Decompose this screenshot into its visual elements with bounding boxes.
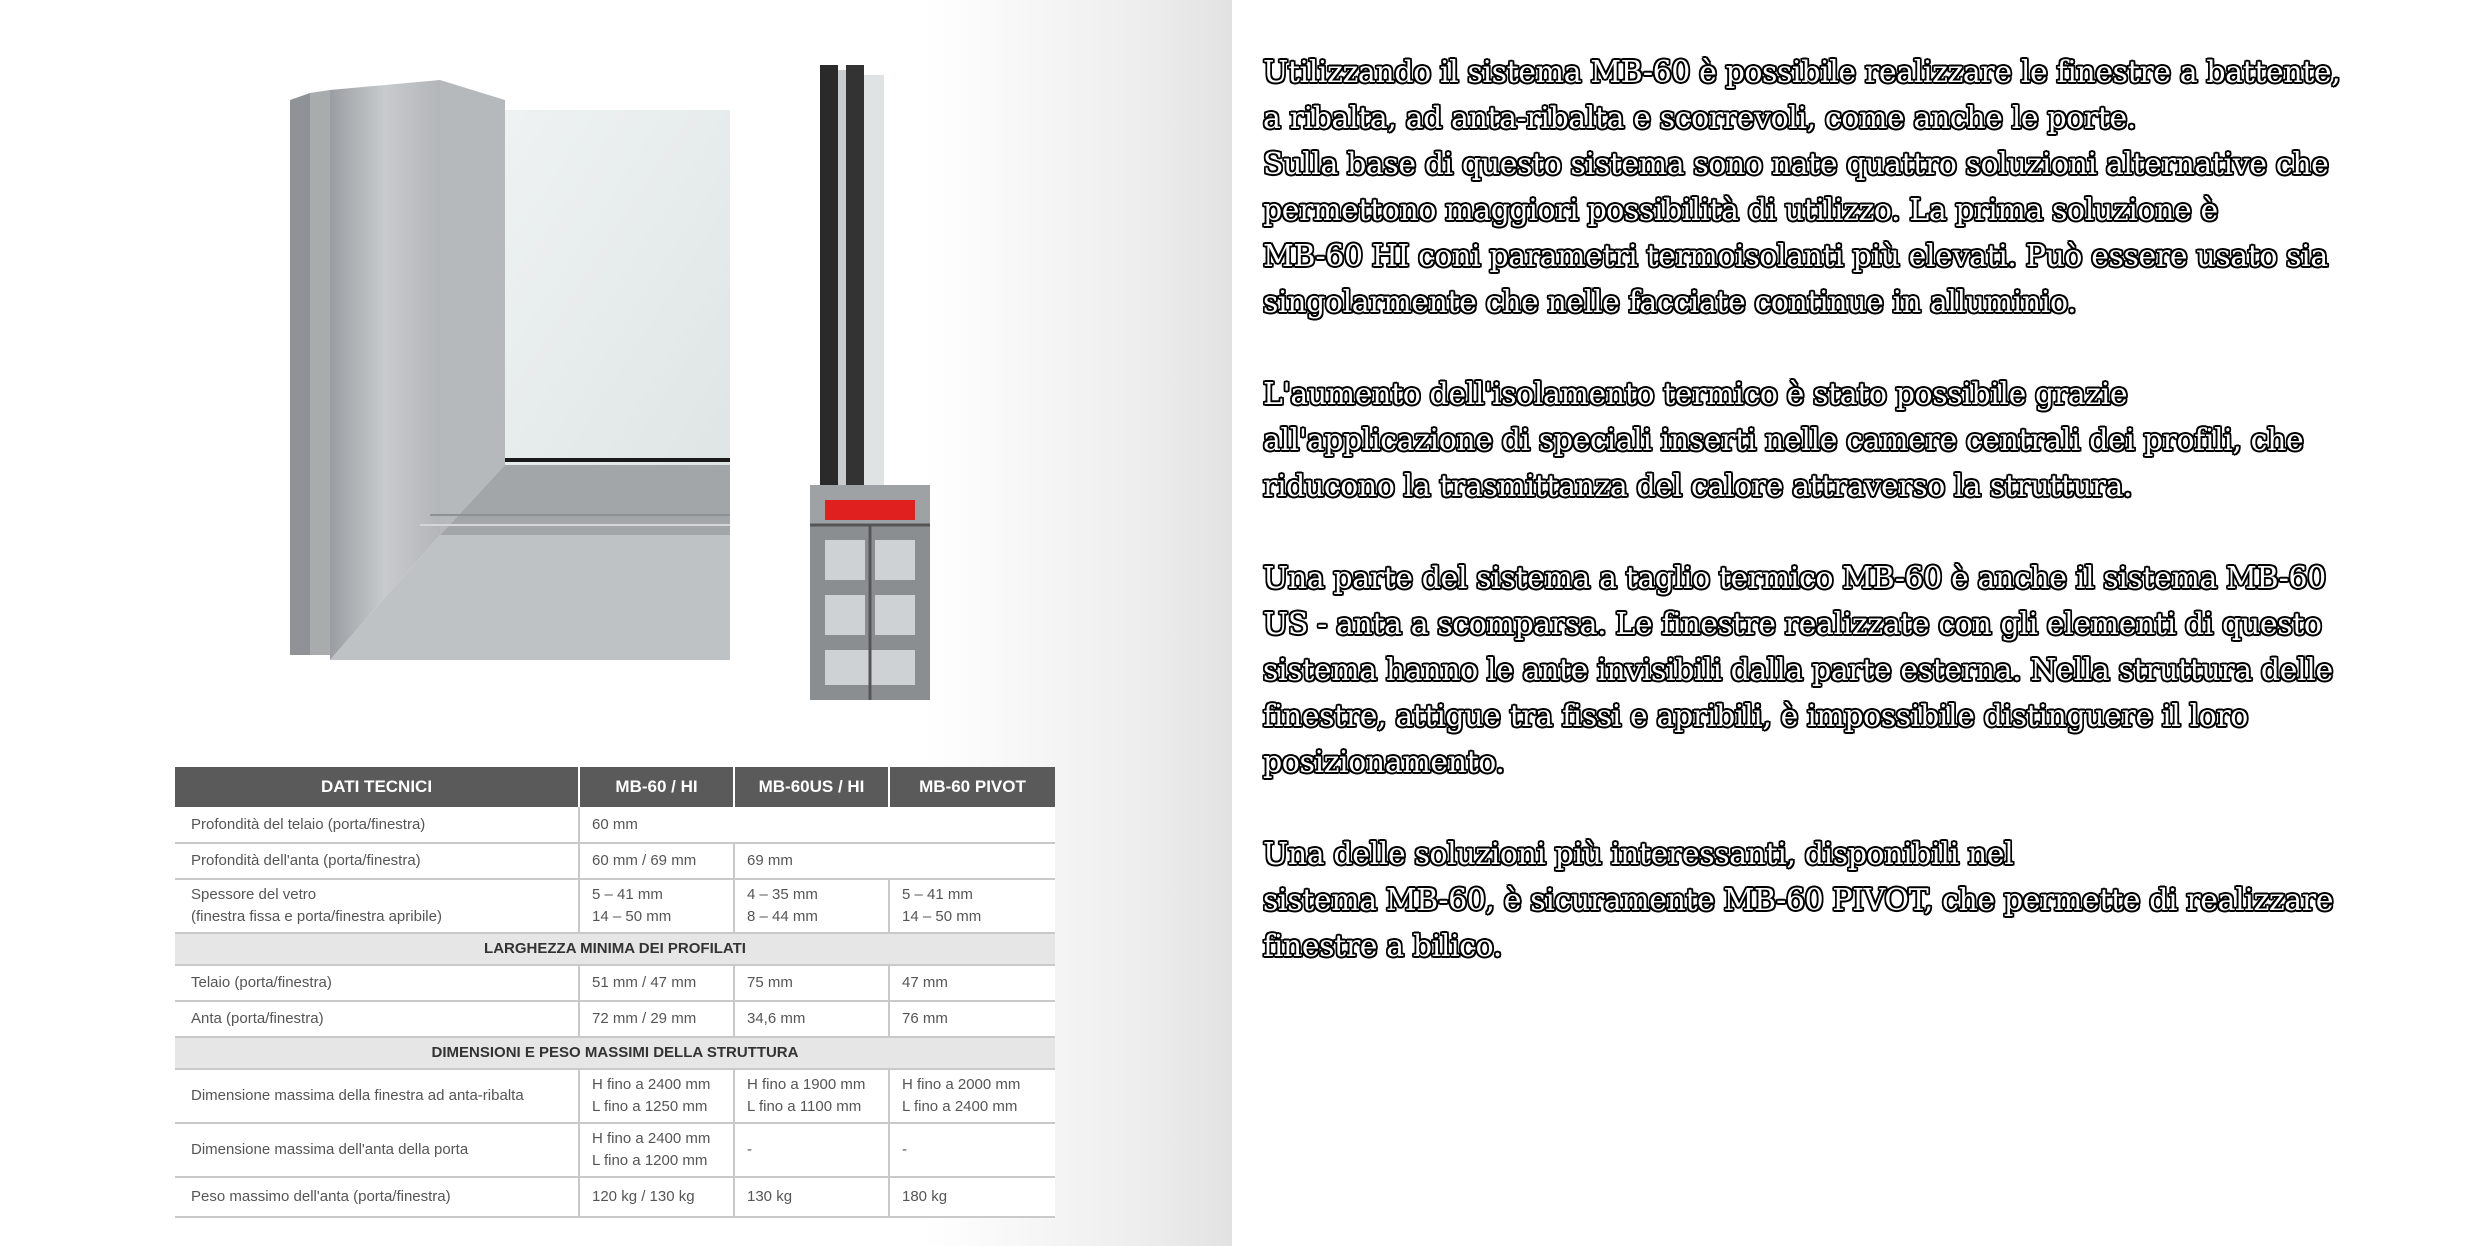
cell-line: H fino a 2000 mm — [902, 1076, 1021, 1093]
cell-value: - — [734, 1123, 889, 1177]
header-mb60-pivot: MB-60 PIVOT — [889, 767, 1055, 807]
cell-value — [734, 879, 889, 933]
row-label-line: Spessore del vetro — [191, 886, 317, 903]
cell-value: 72 mm / 29 mm — [579, 1001, 734, 1037]
section-title: DIMENSIONI E PESO MASSIMI DELLA STRUTTURA — [175, 1037, 1055, 1069]
paragraph-4 — [1263, 832, 2463, 970]
cell-value: 75 mm — [734, 965, 889, 1001]
table-row — [175, 1177, 1055, 1217]
table-row — [175, 965, 1055, 1001]
paragraph-1 — [1263, 50, 2463, 326]
cell-value: 180 kg — [889, 1177, 1055, 1217]
cell-line: 8 – 44 mm — [747, 908, 818, 925]
text-line: posizionamento. — [1263, 745, 1505, 780]
cell-value: 34,6 mm — [734, 1001, 889, 1037]
cell-line: H fino a 2400 mm — [592, 1130, 711, 1147]
table-row — [175, 879, 1055, 933]
cell-value: 60 mm — [579, 807, 1055, 843]
table-row — [175, 1123, 1055, 1177]
cell-line: H fino a 1900 mm — [747, 1076, 866, 1093]
row-label: Anta (porta/finestra) — [175, 1001, 579, 1037]
cell-value: 51 mm / 47 mm — [579, 965, 734, 1001]
row-label-line: (finestra fissa e porta/finestra apribile) — [191, 908, 442, 925]
cell-value: 60 mm / 69 mm — [579, 843, 734, 879]
table-row — [175, 843, 1055, 879]
cell-value — [579, 1069, 734, 1123]
text-line: MB-60 HI coni parametri termoisolanti più elevati. Può essere usato sia — [1263, 239, 2328, 274]
cell-value: 130 kg — [734, 1177, 889, 1217]
window-profile-image — [270, 55, 1070, 715]
text-line: Utilizzando il sistema MB-60 è possibile realizzare le finestre a battente, — [1263, 55, 2341, 90]
row-label: Peso massimo dell'anta (porta/finestra) — [175, 1177, 579, 1217]
text-line: all'applicazione di speciali inserti nelle camere centrali dei profili, che — [1263, 423, 2304, 458]
cell-value: - — [889, 1123, 1055, 1177]
cell-line: 4 – 35 mm — [747, 886, 818, 903]
cell-value — [889, 1069, 1055, 1123]
text-line: Una delle soluzioni più interessanti, disponibili nel — [1263, 837, 2014, 872]
header-mb60-hi: MB-60 / HI — [579, 767, 734, 807]
description-text — [1263, 50, 2463, 1016]
paragraph-3 — [1263, 556, 2463, 786]
table-header-row — [175, 767, 1055, 807]
cell-value — [579, 1123, 734, 1177]
cell-line: L fino a 1100 mm — [747, 1098, 862, 1115]
row-label — [175, 879, 579, 933]
section-title: LARGHEZZA MINIMA DEI PROFILATI — [175, 933, 1055, 965]
text-line: Sulla base di questo sistema sono nate quattro soluzioni alternative che — [1263, 147, 2329, 182]
left-panel — [0, 0, 1232, 1246]
cell-line: L fino a 1200 mm — [592, 1152, 708, 1169]
text-line: finestre, attigue tra fissi e apribili, è impossibile distinguere il loro — [1263, 699, 2248, 734]
technical-data-table — [175, 767, 1055, 1218]
paragraph-2 — [1263, 372, 2463, 510]
section-row — [175, 1037, 1055, 1069]
cell-line: 5 – 41 mm — [902, 886, 973, 903]
cell-value: 76 mm — [889, 1001, 1055, 1037]
text-line: finestre a bilico. — [1263, 929, 1502, 964]
text-line: L'aumento dell'isolamento termico è stato possibile grazie — [1263, 377, 2128, 412]
cell-line: L fino a 2400 mm — [902, 1098, 1018, 1115]
row-label: Dimensione massima della finestra ad anta-ribalta — [175, 1069, 579, 1123]
section-row — [175, 933, 1055, 965]
cell-value — [734, 1069, 889, 1123]
row-label: Telaio (porta/finestra) — [175, 965, 579, 1001]
text-line: sistema MB-60, è sicuramente MB-60 PIVOT, che permette di realizzare — [1263, 883, 2334, 918]
text-line: Una parte del sistema a taglio termico MB-60 è anche il sistema MB-60 — [1263, 561, 2326, 596]
cell-value: 120 kg / 130 kg — [579, 1177, 734, 1217]
row-label: Profondità dell'anta (porta/finestra) — [175, 843, 579, 879]
cell-line: 14 – 50 mm — [592, 908, 672, 925]
cell-value: 69 mm — [734, 843, 1055, 879]
text-line: singolarmente che nelle facciate continue in alluminio. — [1263, 285, 2077, 320]
text-line: a ribalta, ad anta-ribalta e scorrevoli, come anche le porte. — [1263, 101, 2136, 136]
header-mb60us-hi: MB-60US / HI — [734, 767, 889, 807]
text-line: permettono maggiori possibilità di utilizzo. La prima soluzione è — [1263, 193, 2218, 228]
table-row — [175, 1069, 1055, 1123]
text-line: sistema hanno le ante invisibili dalla parte esterna. Nella struttura delle — [1263, 653, 2333, 688]
cell-value: 47 mm — [889, 965, 1055, 1001]
cell-line: L fino a 1250 mm — [592, 1098, 708, 1115]
text-line: riducono la trasmittanza del calore attraverso la struttura. — [1263, 469, 2133, 504]
table-row — [175, 807, 1055, 843]
cell-value — [579, 879, 734, 933]
row-label: Profondità del telaio (porta/finestra) — [175, 807, 579, 843]
table-row — [175, 1001, 1055, 1037]
row-label: Dimensione massima dell'anta della porta — [175, 1123, 579, 1177]
cell-line: 14 – 50 mm — [902, 908, 982, 925]
cell-line: H fino a 2400 mm — [592, 1076, 711, 1093]
cell-line: 5 – 41 mm — [592, 886, 663, 903]
header-dati-tecnici: DATI TECNICI — [175, 767, 579, 807]
text-line: US - anta a scomparsa. Le finestre realizzate con gli elementi di questo — [1263, 607, 2322, 642]
cell-value — [889, 879, 1055, 933]
